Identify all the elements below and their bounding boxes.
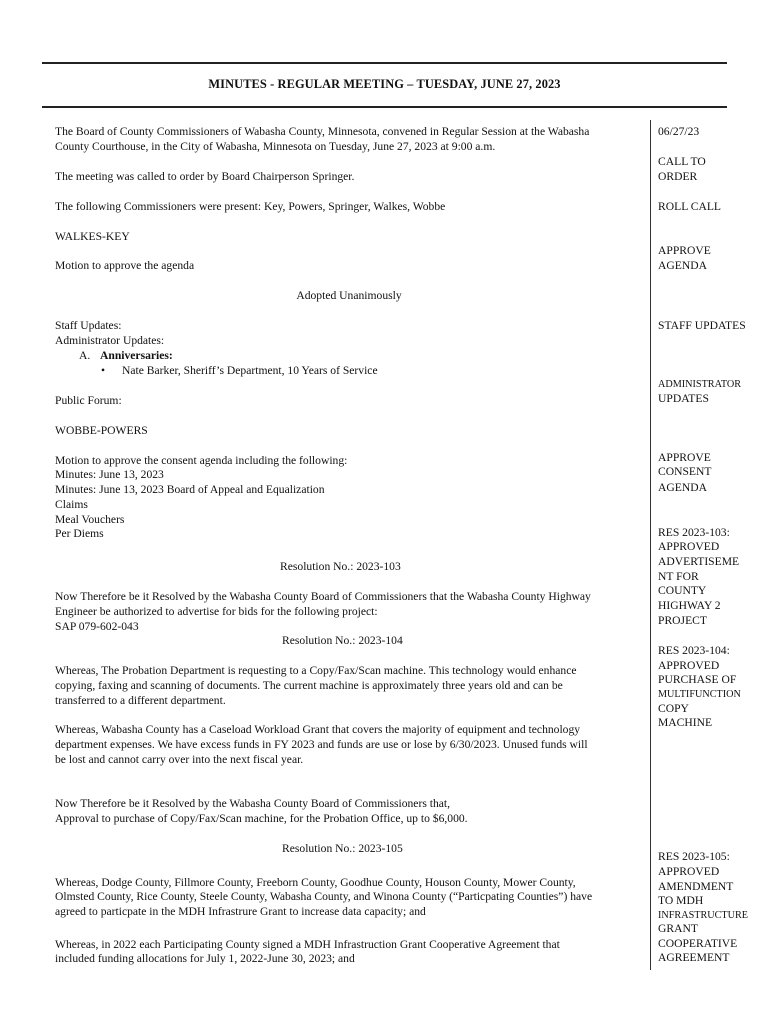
sidebar-approve-agenda: APPROVE (658, 244, 711, 257)
resolution-105-line: Whereas, in 2022 each Participating County signed a MDH Infrastruction Grant Cooperative Agreement that (55, 938, 560, 951)
consent-line: Per Diems (55, 527, 104, 540)
sidebar-admin-updates: UPDATES (658, 392, 709, 405)
sidebar-res-104: MULTIFUNCTION (658, 689, 741, 700)
intro-line-2: County Courthouse, in the City of Wabasha, Minnesota on Tuesday, June 27, 2023 at 9:00 a.m. (55, 140, 496, 153)
resolution-103-heading: Resolution No.: 2023-103 (280, 560, 401, 573)
resolution-104-line: Now Therefore be it Resolved by the Wabasha County Board of Commissioners that, (55, 797, 451, 810)
roll-call-text: The following Commissioners were present: Key, Powers, Springer, Walkes, Wobbe (55, 200, 446, 213)
motion-2-movers: WOBBE-POWERS (55, 424, 148, 437)
resolution-105-line: agreed to particpate in the MDH Infrastrure Grant to increase data capacity; and (55, 905, 426, 918)
consent-line: Motion to approve the consent agenda including the following: (55, 454, 348, 467)
sidebar-res-104: COPY (658, 702, 689, 715)
sidebar-res-105: INFRASTRUCTURE (658, 910, 749, 921)
sidebar-res-105: AGREEMENT (658, 951, 730, 964)
intro-line-1: The Board of County Commissioners of Wabasha County, Minnesota, convened in Regular Session at the Wabasha (55, 125, 590, 138)
resolution-104-line: transferred to a different department. (55, 694, 226, 707)
sidebar-roll-call: ROLL CALL (658, 200, 722, 213)
sidebar-res-105: RES 2023-105: (658, 850, 730, 863)
public-forum-label: Public Forum: (55, 394, 122, 407)
sidebar-res-103: ADVERTISEME (658, 555, 740, 568)
sidebar-res-105: APPROVED (658, 865, 720, 878)
sidebar-res-103: RES 2023-103: (658, 526, 730, 539)
sidebar-res-105: COOPERATIVE (658, 937, 738, 950)
sidebar-res-105: GRANT (658, 922, 698, 935)
sidebar-admin-updates: ADMINISTRATOR (658, 379, 742, 390)
margin-divider (650, 120, 651, 970)
title-rule (42, 106, 727, 108)
sidebar-res-103: NT FOR (658, 570, 699, 583)
admin-updates-label: Administrator Updates: (55, 334, 165, 347)
sidebar-approve-agenda: AGENDA (658, 259, 707, 272)
sidebar-call-to-order: CALL TO (658, 155, 706, 168)
anniversaries-marker: A. (79, 349, 91, 362)
consent-line: Minutes: June 13, 2023 (55, 468, 164, 481)
anniversary-item: Nate Barker, Sheriff’s Department, 10 Years of Service (122, 364, 378, 377)
resolution-104-heading: Resolution No.: 2023-104 (282, 634, 403, 647)
consent-line: Minutes: June 13, 2023 Board of Appeal and Equalization (55, 483, 325, 496)
resolution-103-line: Now Therefore be it Resolved by the Wabasha County Board of Commissioners that the Wabasha County Highway (55, 590, 591, 603)
called-to-order-text: The meeting was called to order by Board Chairperson Springer. (55, 170, 355, 183)
motion-1-movers: WALKES-KEY (55, 230, 130, 243)
staff-updates-label: Staff Updates: (55, 319, 122, 332)
top-rule (42, 62, 727, 64)
anniversaries-label: Anniversaries: (100, 349, 173, 362)
resolution-104-line: Whereas, Wabasha County has a Caseload Workload Grant that covers the majority of equipment and technology (55, 723, 581, 736)
sidebar-res-105: AMENDMENT (658, 880, 734, 893)
sidebar-res-104: PURCHASE OF (658, 673, 737, 686)
sidebar-res-104: APPROVED (658, 659, 720, 672)
resolution-104-line: be lost and cannot carry over into the next fiscal year. (55, 753, 304, 766)
motion-1-text: Motion to approve the agenda (55, 259, 195, 272)
sidebar-res-103: COUNTY (658, 584, 707, 597)
sidebar-approve-consent: APPROVE (658, 451, 711, 464)
sidebar-res-104: MACHINE (658, 716, 713, 729)
sidebar-approve-consent: CONSENT (658, 465, 712, 478)
resolution-105-line: Olmsted County, Rice County, Steele County, Wabasha County, and Winona County (“Particpating Counties”) have (55, 890, 593, 903)
resolution-105-line: Whereas, Dodge County, Fillmore County, Freeborn County, Goodhue County, Houson County, Mower County, (55, 876, 576, 889)
resolution-104-line: copying, faxing and scanning of documents. The current machine is approximately three years old and can be (55, 679, 563, 692)
consent-line: Claims (55, 498, 88, 511)
sidebar-approve-consent: AGENDA (658, 481, 707, 494)
resolution-103-line: SAP 079-602-043 (55, 620, 139, 633)
consent-line: Meal Vouchers (55, 513, 125, 526)
resolution-104-line: Approval to purchase of Copy/Fax/Scan machine, for the Probation Office, up to $6,000. (55, 812, 468, 825)
page-title: MINUTES - REGULAR MEETING – TUESDAY, JUNE 27, 2023 (208, 77, 561, 91)
sidebar-staff-updates: STAFF UPDATES (658, 319, 746, 332)
sidebar-call-to-order: ORDER (658, 170, 698, 183)
sidebar-res-103: PROJECT (658, 614, 707, 627)
resolution-104-line: department expenses. We have excess funds in FY 2023 and funds are use or lose by 6/30/2023. Unused funds will (55, 738, 588, 751)
sidebar-res-104: RES 2023-104: (658, 644, 730, 657)
resolution-104-line: Whereas, The Probation Department is requesting to a Copy/Fax/Scan machine. This technology would enhance (55, 664, 577, 677)
resolution-105-line: included funding allocations for July 1, 2022-June 30, 2023; and (55, 952, 355, 965)
sidebar-res-103: APPROVED (658, 540, 720, 553)
sidebar-res-105: TO MDH (658, 894, 704, 907)
adopted-text: Adopted Unanimously (296, 289, 402, 302)
sidebar-res-103: HIGHWAY 2 (658, 599, 721, 612)
resolution-105-heading: Resolution No.: 2023-105 (282, 842, 403, 855)
sidebar-date: 06/27/23 (658, 125, 700, 138)
anniversary-bullet: • (101, 364, 106, 377)
resolution-103-line: Engineer be authorized to advertise for bids for the following project: (55, 605, 378, 618)
